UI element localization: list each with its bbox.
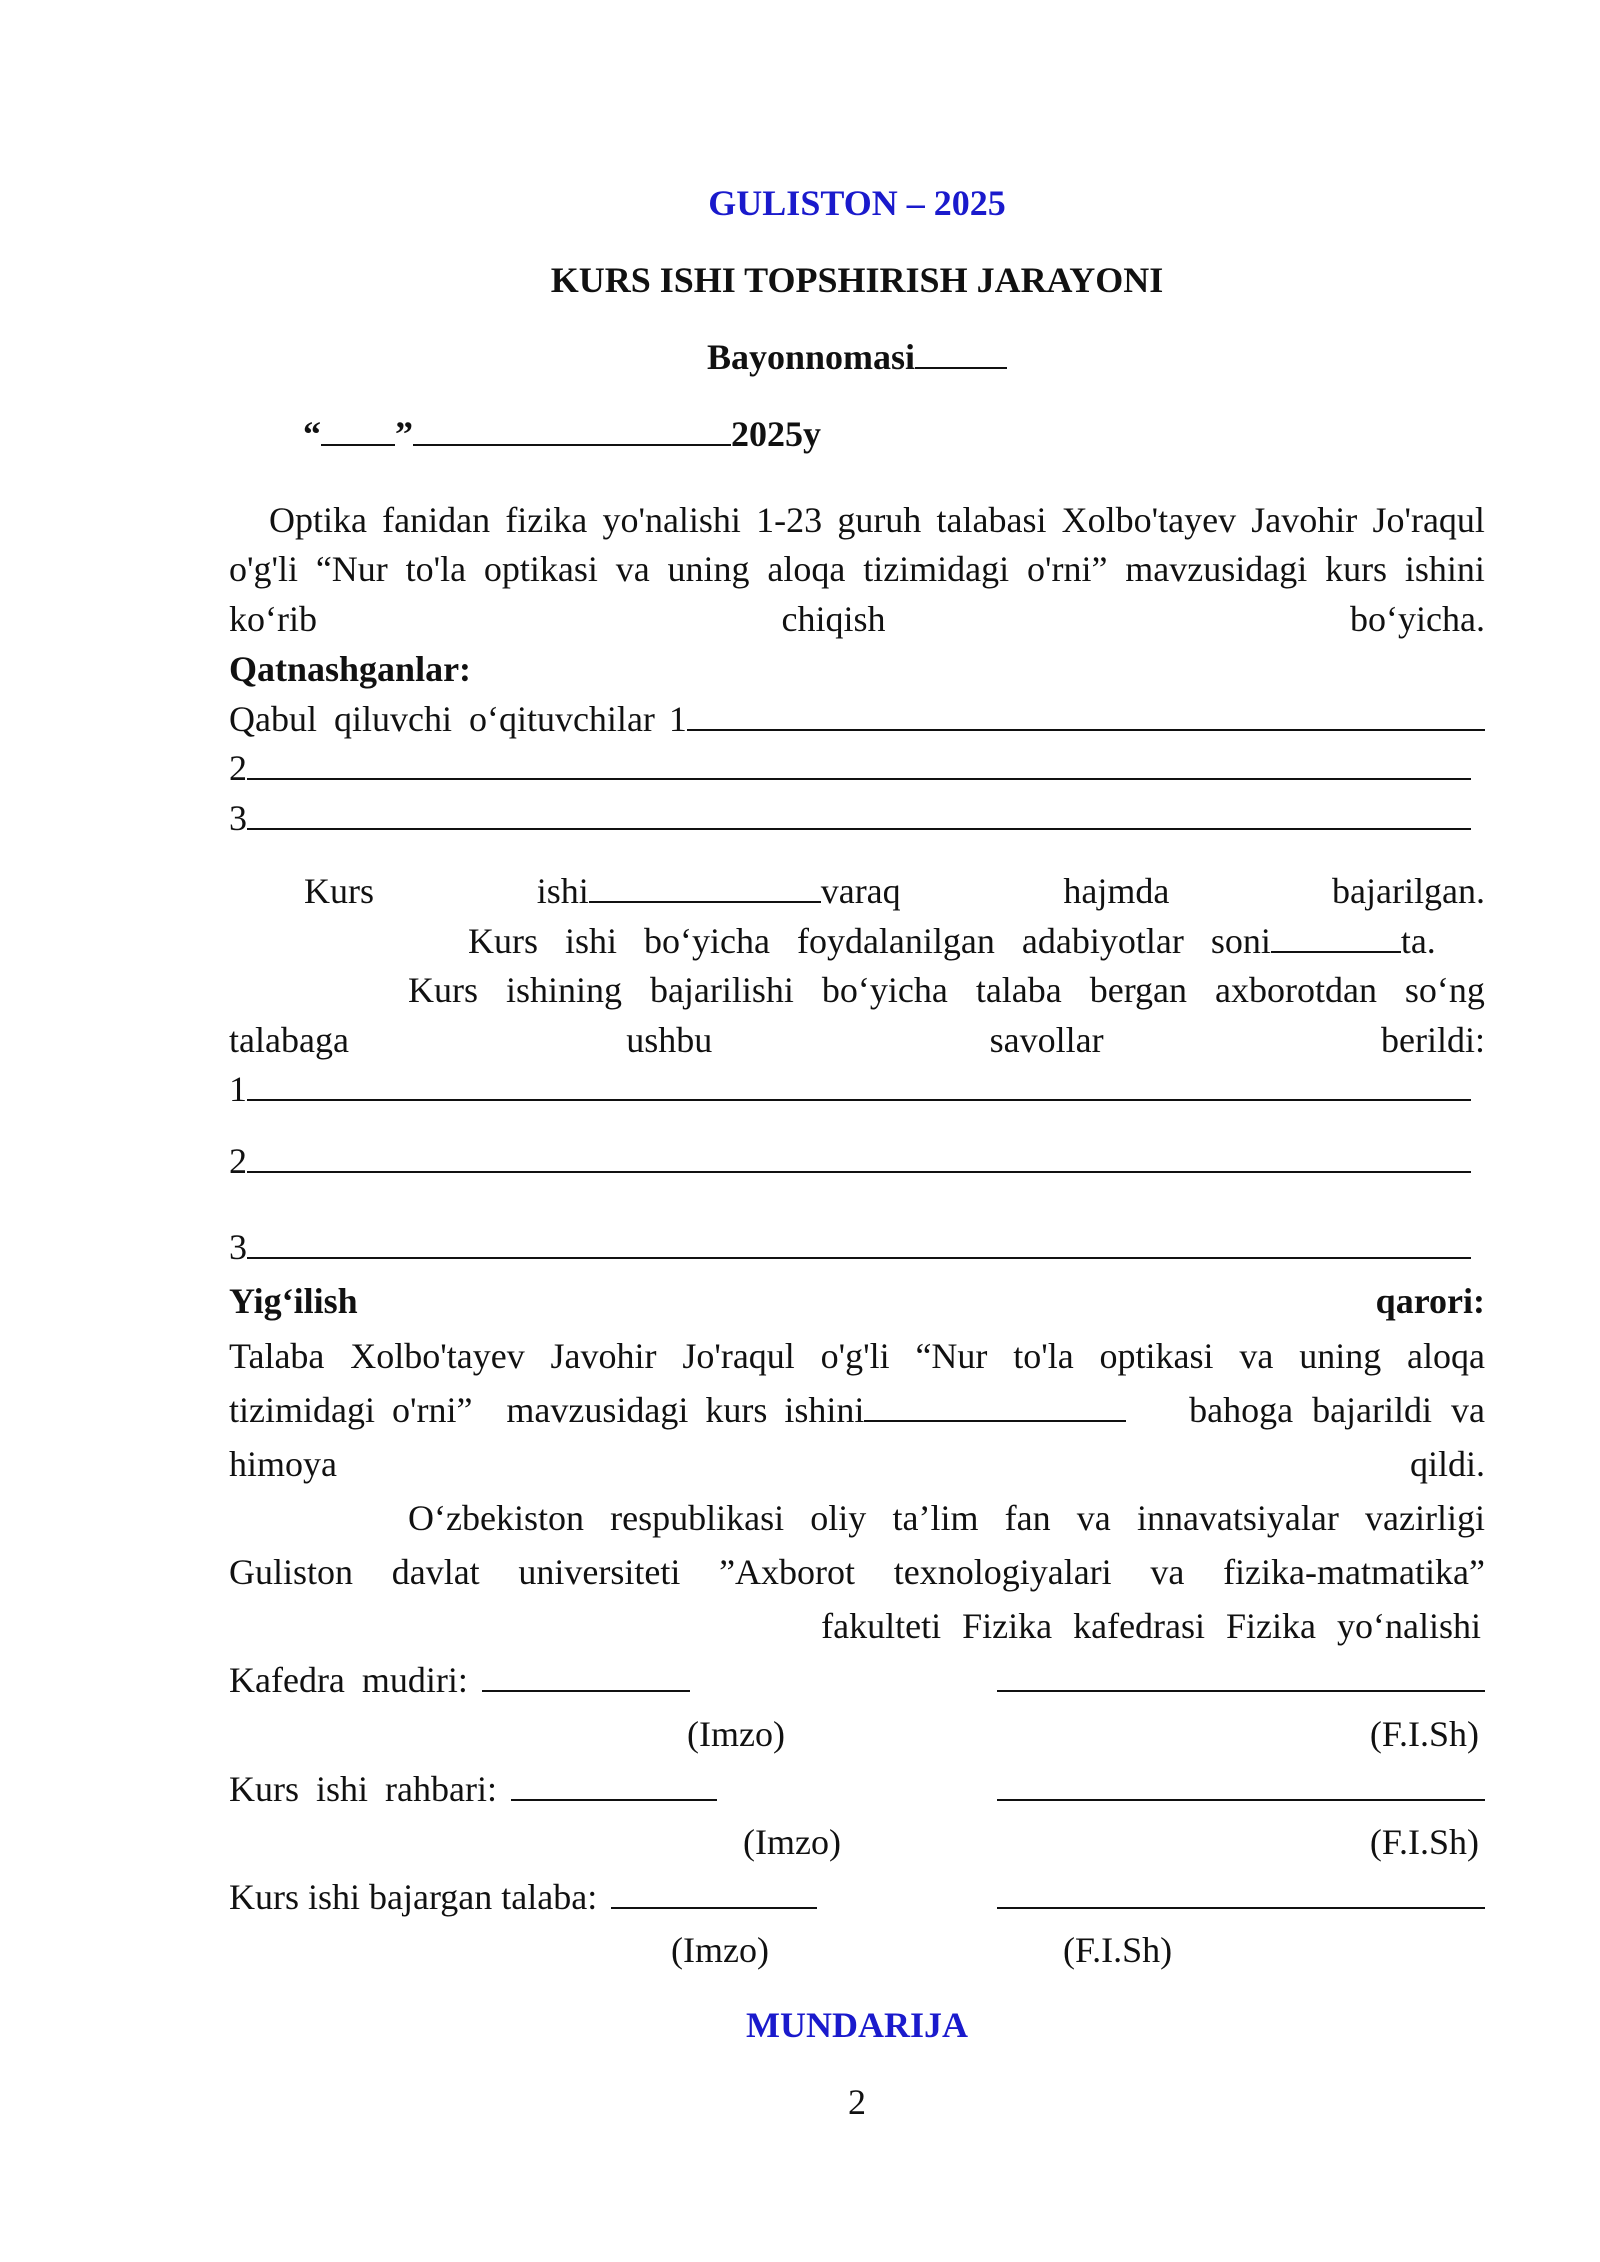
city-year-heading xyxy=(229,179,1485,227)
page-number xyxy=(229,2078,1485,2126)
intro-line-1 xyxy=(269,496,1485,544)
document-subtitle xyxy=(229,333,1485,381)
word: oliy xyxy=(810,1498,867,1538)
pages-line xyxy=(304,867,1485,915)
word: varaq xyxy=(820,871,901,911)
participants-heading xyxy=(229,645,1485,693)
contents-heading xyxy=(229,2001,1485,2049)
word: Jo'raqul xyxy=(1372,500,1485,540)
word: bo‘yicha. xyxy=(1350,599,1485,639)
word: ko‘rib xyxy=(229,599,317,639)
word: optikasi xyxy=(1099,1336,1214,1376)
word: va xyxy=(615,549,650,589)
literature-text: Kurs ishi bo‘yicha foydalanilgan adabiyotlar soni xyxy=(468,921,1271,961)
month-blank xyxy=(413,416,731,446)
signature-caption: (Imzo) xyxy=(671,1930,769,1970)
question-number: 2 xyxy=(229,1141,247,1181)
signature-row-3 xyxy=(229,1873,1485,1921)
literature-suffix: ta. xyxy=(1400,921,1436,961)
date-open-quote: “ xyxy=(303,414,321,454)
word: uning xyxy=(1299,1336,1382,1376)
teacher-number: 2 xyxy=(229,748,247,788)
word: axborotdan xyxy=(1215,970,1377,1010)
signature-blank xyxy=(482,1662,690,1692)
word: “Nur xyxy=(315,549,388,589)
word: o'g'li xyxy=(820,1336,890,1376)
word: bergan xyxy=(1089,970,1188,1010)
word: Kurs xyxy=(408,970,478,1010)
word: guruh xyxy=(837,500,922,540)
word: fizika xyxy=(505,500,588,540)
word: ishi xyxy=(536,871,589,911)
word: fan xyxy=(1004,1498,1051,1538)
word: universiteti xyxy=(518,1552,681,1592)
word: bajarilgan. xyxy=(1332,871,1485,911)
word: ishini xyxy=(1404,549,1485,589)
date-close-quote: ” xyxy=(395,414,413,454)
question-line-1 xyxy=(229,1065,1471,1113)
word: Javohir xyxy=(550,1336,657,1376)
word: Kurs xyxy=(304,871,374,911)
signature-caption: (Imzo) xyxy=(687,1714,785,1754)
literature-line xyxy=(468,917,1485,965)
word: ”Axborot xyxy=(719,1552,856,1592)
city-year-text: GULISTON – 2025 xyxy=(708,183,1006,223)
name-blank xyxy=(997,1662,1485,1692)
word: Optika xyxy=(269,500,367,540)
word: texnologiyalari xyxy=(893,1552,1112,1592)
word: O‘zbekiston xyxy=(408,1498,584,1538)
word: “Nur xyxy=(915,1336,988,1376)
teacher-number: 1 xyxy=(668,699,687,739)
word: fanidan xyxy=(382,500,491,540)
question-number: 3 xyxy=(229,1227,247,1267)
decision-heading-left: Yig‘ilish xyxy=(229,1281,358,1321)
word: va xyxy=(1239,1336,1274,1376)
teacher-number: 3 xyxy=(229,798,247,838)
word: so‘ng xyxy=(1404,970,1485,1010)
name-caption: (F.I.Sh) xyxy=(1369,1714,1479,1754)
teacher-blank xyxy=(247,800,1471,830)
word: aloqa xyxy=(1407,1336,1485,1376)
date-year: 2025y xyxy=(731,414,821,454)
word: bajarilishi xyxy=(649,970,794,1010)
word: Xolbo'tayev xyxy=(350,1336,525,1376)
question-line-3 xyxy=(229,1223,1471,1271)
signature-blank xyxy=(511,1771,717,1801)
contents-heading-text: MUNDARIJA xyxy=(746,2005,968,2045)
signature-role: Kurs ishi rahbari: xyxy=(229,1769,497,1809)
day-blank xyxy=(321,416,395,446)
intro-line-2 xyxy=(229,545,1485,593)
signature-row-2 xyxy=(229,1765,1485,1813)
word: chiqish xyxy=(781,599,886,639)
word: himoya xyxy=(229,1444,337,1484)
teacher-line-2 xyxy=(229,744,1471,792)
signature-role: Kafedra mudiri: xyxy=(229,1660,468,1700)
word: Talaba xyxy=(229,1336,325,1376)
institution-line-2 xyxy=(229,1548,1485,1596)
name-caption: (F.I.Sh) xyxy=(1063,1930,1173,1970)
teacher-line-3 xyxy=(229,794,1471,842)
word: to'la xyxy=(1013,1336,1074,1376)
teachers-label: Qabul qiluvchi o‘qituvchilar xyxy=(229,699,655,739)
word: berildi: xyxy=(1380,1020,1485,1060)
word: Javohir xyxy=(1251,500,1358,540)
word: uning xyxy=(667,549,750,589)
word: va xyxy=(1076,1498,1111,1538)
word: aloqa xyxy=(767,549,846,589)
faculty-text: fakulteti Fizika kafedrasi Fizika yo‘nalishi xyxy=(821,1606,1481,1646)
word: vazirligi xyxy=(1365,1498,1485,1538)
signature-role: Kurs ishi bajargan talaba: xyxy=(229,1877,598,1917)
signature-caption: (Imzo) xyxy=(743,1822,841,1862)
word: talaba xyxy=(975,970,1062,1010)
word: o'g'li xyxy=(229,549,298,589)
word: hajmda xyxy=(1063,871,1170,911)
number-blank xyxy=(915,339,1007,369)
name-blank xyxy=(997,1879,1485,1909)
decision-text: bahoga bajarildi va xyxy=(1189,1390,1485,1430)
word: talabasi xyxy=(936,500,1047,540)
word: yo'nalishi xyxy=(602,500,741,540)
name-blank xyxy=(997,1771,1485,1801)
word: qildi. xyxy=(1409,1444,1485,1484)
word: talabaga xyxy=(229,1020,349,1060)
question-blank xyxy=(247,1143,1471,1173)
institution-line-3 xyxy=(229,1602,1481,1650)
word: to'la xyxy=(405,549,467,589)
word: ishining xyxy=(505,970,622,1010)
word: tizimidagi xyxy=(863,549,1010,589)
institution-line-1 xyxy=(408,1494,1485,1542)
signature-row-1 xyxy=(229,1656,1485,1704)
word: 1-23 xyxy=(756,500,823,540)
decision-line-3 xyxy=(229,1440,1485,1488)
word: o'rni” xyxy=(1026,549,1108,589)
word: optikasi xyxy=(483,549,598,589)
pages-group xyxy=(537,867,901,915)
participants-heading-text: Qatnashganlar: xyxy=(229,649,472,689)
decision-text: tizimidagi o'rni” mavzusidagi kurs ishini xyxy=(229,1390,865,1430)
word: ta’lim xyxy=(892,1498,979,1538)
word: ushbu xyxy=(626,1020,713,1060)
word: bo‘yicha xyxy=(821,970,948,1010)
question-line-2 xyxy=(229,1137,1471,1185)
word: fizika-matmatika” xyxy=(1223,1552,1485,1592)
questions-intro-line-2 xyxy=(229,1016,1485,1064)
decision-heading xyxy=(229,1277,1485,1325)
word: Guliston xyxy=(229,1552,354,1592)
teacher-blank xyxy=(687,701,1485,731)
grade-blank xyxy=(864,1392,1126,1422)
word: respublikasi xyxy=(610,1498,785,1538)
name-caption: (F.I.Sh) xyxy=(1369,1822,1479,1862)
word: va xyxy=(1150,1552,1185,1592)
decision-line-2 xyxy=(229,1386,1485,1434)
word: Xolbo'tayev xyxy=(1061,500,1237,540)
decision-heading-right: qarori: xyxy=(1375,1281,1485,1321)
literature-blank xyxy=(1271,923,1401,953)
pages-blank xyxy=(589,873,821,903)
word: savollar xyxy=(989,1020,1104,1060)
decision-line-1 xyxy=(229,1332,1485,1380)
page-number-text: 2 xyxy=(848,2082,866,2122)
signature-blank xyxy=(611,1879,817,1909)
word: davlat xyxy=(391,1552,480,1592)
teacher-blank xyxy=(247,750,1471,780)
subtitle-text: Bayonnomasi xyxy=(706,337,916,377)
intro-line-3 xyxy=(229,595,1485,643)
word: kurs xyxy=(1325,549,1388,589)
word: mavzusidagi xyxy=(1125,549,1308,589)
document-title-text: KURS ISHI TOPSHIRISH JARAYONI xyxy=(550,260,1164,300)
document-title xyxy=(229,256,1485,304)
question-blank xyxy=(247,1071,1471,1101)
question-blank xyxy=(247,1229,1471,1259)
date-line xyxy=(303,410,1559,458)
questions-intro-line-1 xyxy=(408,966,1485,1014)
question-number: 1 xyxy=(229,1069,247,1109)
word: innavatsiyalar xyxy=(1136,1498,1339,1538)
word: Jo'raqul xyxy=(682,1336,795,1376)
teacher-line-1 xyxy=(229,695,1485,743)
